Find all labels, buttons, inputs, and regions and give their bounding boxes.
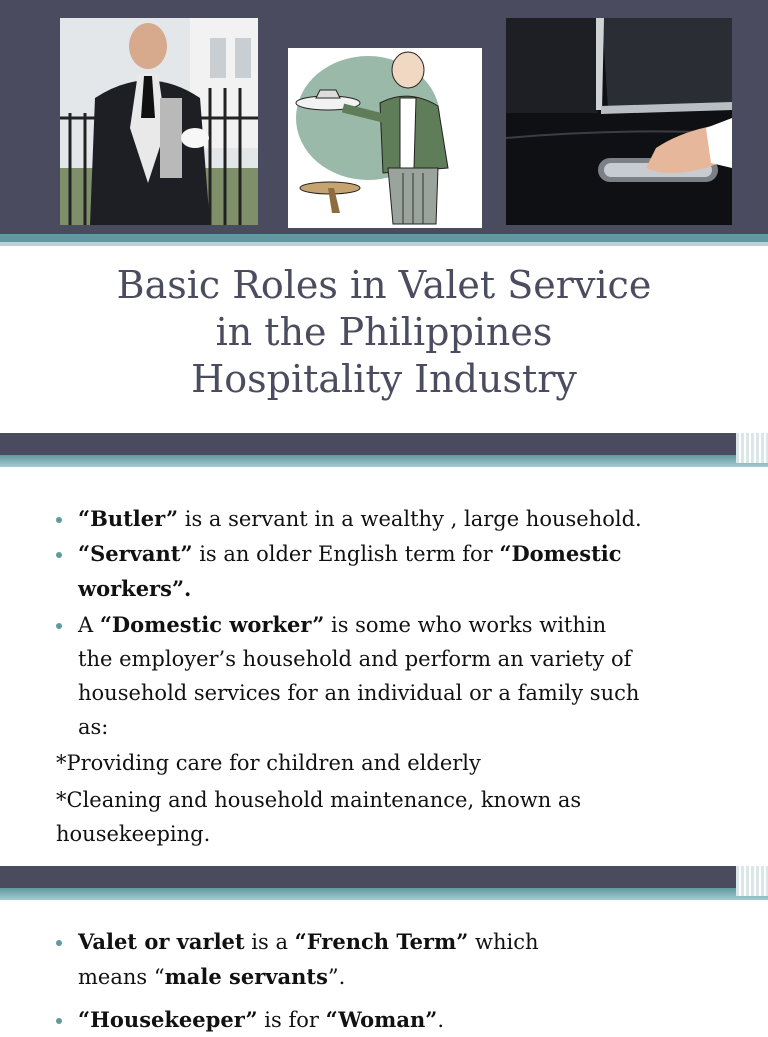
bullet-dot bbox=[56, 552, 62, 558]
header-stripe bbox=[0, 234, 768, 242]
term-french: “French Term” bbox=[294, 929, 469, 954]
slide-divider-stripes bbox=[736, 433, 768, 463]
bullet-text: A bbox=[78, 613, 100, 637]
bullet-dot bbox=[56, 940, 62, 946]
bullet-text: is a bbox=[244, 930, 295, 954]
note-care: *Providing care for children and elderly bbox=[56, 751, 481, 775]
bullet-text: means “ bbox=[78, 965, 165, 989]
title-line-3: Hospitality Industry bbox=[191, 357, 577, 401]
title-line-2: in the Philippines bbox=[215, 310, 553, 354]
bullet-text: is a servant in a wealthy , large household. bbox=[178, 507, 642, 531]
butler-photo bbox=[60, 18, 258, 225]
slide-divider-teal bbox=[0, 455, 768, 467]
bullet-text: is for bbox=[257, 1008, 326, 1032]
bullet-text: is an older English term for bbox=[192, 542, 500, 566]
term-servant: “Servant” bbox=[78, 541, 193, 566]
term-valet: Valet or varlet bbox=[78, 929, 245, 954]
slide-divider-dark bbox=[0, 433, 768, 457]
bullet-valet-cont bbox=[78, 960, 345, 994]
bullet-line: household services for an individual or a family such bbox=[78, 681, 640, 705]
slide-title bbox=[0, 0, 768, 431]
note-cleaning-cont: housekeeping. bbox=[56, 822, 211, 846]
butler-cartoon bbox=[288, 48, 482, 228]
bullet-dot bbox=[56, 623, 62, 629]
slide-title-text bbox=[0, 262, 768, 403]
bullet-text: . bbox=[437, 1008, 444, 1032]
slide-divider-teal bbox=[0, 888, 768, 900]
bullet-text: ”. bbox=[327, 965, 346, 989]
bullet-servant-cont bbox=[78, 572, 191, 606]
slide-divider-stripes bbox=[736, 866, 768, 896]
term-butler: “Butler” bbox=[78, 506, 179, 531]
bullet-text: which bbox=[468, 930, 539, 954]
term-housekeeper: “Housekeeper” bbox=[78, 1007, 258, 1032]
note-cleaning: *Cleaning and household maintenance, known as bbox=[56, 788, 582, 812]
bullet-dot bbox=[56, 517, 62, 523]
car-door-photo bbox=[506, 18, 732, 225]
bullet-dot bbox=[56, 1018, 62, 1024]
term-domestic-worker: “Domestic worker” bbox=[99, 612, 325, 637]
term-domestic: “Domestic bbox=[499, 541, 622, 566]
slide-divider-dark bbox=[0, 866, 768, 890]
bullet-text: is some who works within bbox=[324, 613, 607, 637]
term-male-servants: male servants bbox=[164, 964, 328, 989]
header-stripe-light bbox=[0, 242, 768, 246]
title-line-1: Basic Roles in Valet Service bbox=[116, 263, 652, 307]
term-workers: workers”. bbox=[78, 576, 192, 601]
bullet-line: the employer’s household and perform an variety of bbox=[78, 647, 632, 671]
bullet-line: as: bbox=[78, 715, 109, 739]
term-woman: “Woman” bbox=[325, 1007, 438, 1032]
